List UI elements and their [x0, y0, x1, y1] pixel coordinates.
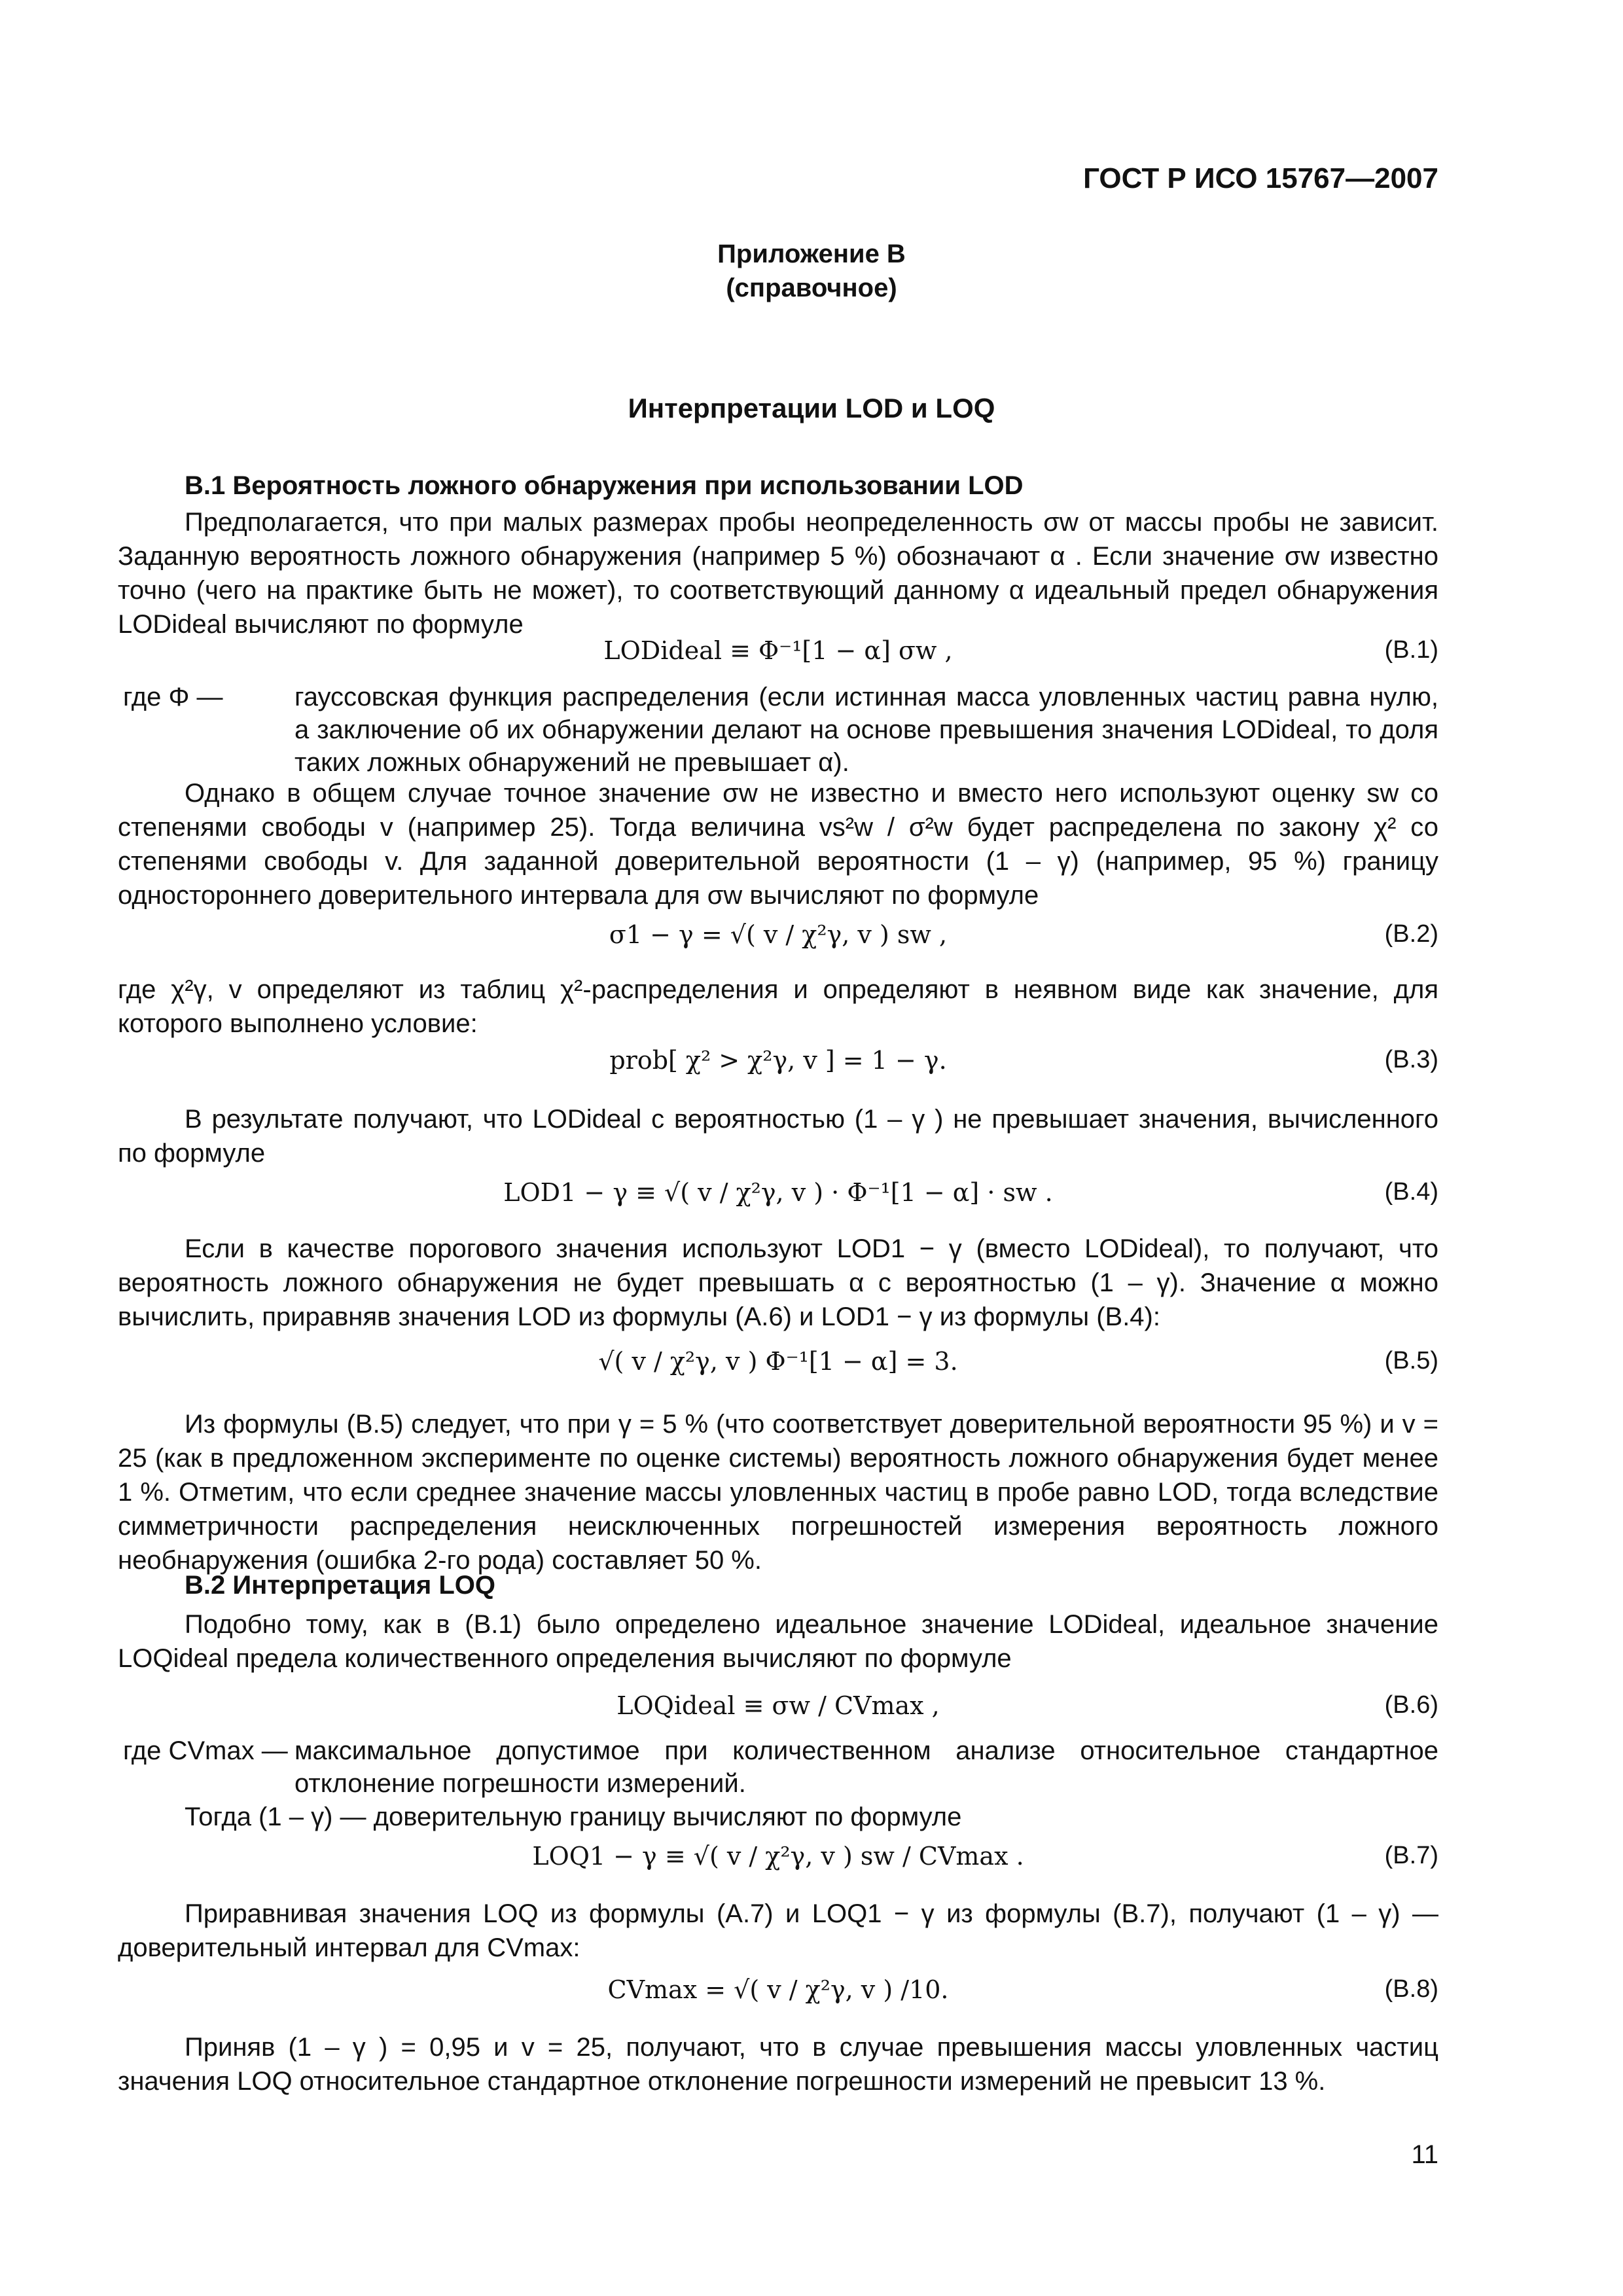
formula-number: (B.1) — [1384, 636, 1438, 664]
paragraph: Если в качестве порогового значения используют LOD1 − γ (вместо LODideal), то получают, что вероятность ложного обнаружения не будет превышать α с вероятностью (1 – γ). Значение α можно вычислить, приравняв значения LOD из формулы (А.6) и LOD1 − γ из формулы (В.4): — [118, 1234, 1438, 1331]
formula-b3 — [118, 1043, 1438, 1083]
definition-phi — [118, 681, 1438, 779]
document-header: ГОСТ Р ИСО 15767—2007 — [1083, 162, 1438, 194]
formula-number: (B.8) — [1384, 1975, 1438, 2003]
formula-number: (B.6) — [1384, 1691, 1438, 1719]
section-heading-b1: В.1 Вероятность ложного обнаружения при использовании LOD — [185, 471, 1024, 500]
paragraph: где χ²γ, v определяют из таблиц χ²-распределения и определяют в неявном виде как значение, для которого выполнено условие: — [118, 975, 1438, 1038]
page-title: Интерпретации LOD и LOQ — [628, 393, 995, 423]
paragraph: Подобно тому, как в (В.1) было определено идеальное значение LODideal, идеальное значение LOQideal предела количественного определения вычисляют по формуле — [118, 1610, 1438, 1673]
paragraph: Приняв (1 – γ ) = 0,95 и v = 25, получают, что в случае превышения массы уловленных частиц значения LOQ относительное стандартное отклонение погрешности измерений не превысит 13 %. — [118, 2033, 1438, 2096]
section-heading-b2: В.2 Интерпретация LOQ — [185, 1571, 495, 1600]
definition-label: где CVmax — — [123, 1736, 288, 1765]
formula-expression: σ1 − γ = √( v / χ²γ, v ) sw , — [609, 920, 948, 949]
formula-expression: LOQ1 − γ ≡ √( v / χ²γ, v ) sw / CVmax . — [532, 1842, 1024, 1871]
paragraph: Приравнивая значения LOQ из формулы (А.7) и LOQ1 − γ из формулы (В.7), получают (1 – γ) — доверительный интервал для CVmax: — [118, 1899, 1438, 1962]
appendix-label: Приложение В — [717, 240, 906, 268]
formula-number: (B.4) — [1384, 1178, 1438, 1206]
formula-number: (B.3) — [1384, 1046, 1438, 1073]
formula-number: (B.7) — [1384, 1842, 1438, 1869]
formula-b7 — [118, 1839, 1438, 1878]
formula-expression: prob[ χ² > χ²γ, v ] = 1 − γ. — [609, 1046, 947, 1075]
formula-expression: √( v / χ²γ, v ) Φ⁻¹[1 − α] = 3. — [598, 1347, 958, 1376]
paragraph: Однако в общем случае точное значение σw не известно и вместо него используют оценку sw со степенями свободы v (например 25). Тогда величина vs²w / σ²w будет распределена по закону χ² со степенями свободы v. Для заданной доверительной вероятности (1 – γ) (например, 95 %) границу одностороннего доверительного интервала для σw вычисляют по формуле — [118, 779, 1438, 910]
paragraph: Тогда (1 – γ) — доверительную границу вычисляют по формуле — [185, 1803, 962, 1831]
appendix-heading — [0, 237, 1623, 305]
formula-expression: CVmax = √( v / χ²γ, v ) /10. — [607, 1975, 949, 2004]
formula-b4 — [118, 1175, 1438, 1215]
definition-text: гауссовская функция распределения (если истинная масса уловленных частиц равна нулю, а заключение об их обнаружении делают на основе превышения значения LODideal, то доля таких ложных обнаружений не превышает α). — [294, 683, 1438, 777]
paragraph: В результате получают, что LODideal с вероятностью (1 – γ ) не превышает значения, вычисленного по формуле — [118, 1105, 1438, 1168]
paragraph: Из формулы (В.5) следует, что при γ = 5 % (что соответствует доверительной вероятности 95 %) и v = 25 (как в предложенном эксперименте по оценке системы) вероятность ложного обнаружения будет менее 1 %. Отметим, что если среднее значение массы уловленных частиц в пробе равно LOD, тогда вследствие симметричности распределения неисключенных погрешностей измерения вероятность ложного необнаружения (ошибка 2-го рода) составляет 50 %. — [118, 1410, 1438, 1575]
formula-expression: LOQideal ≡ σw / CVmax , — [616, 1691, 940, 1720]
appendix-type: (справочное) — [726, 274, 897, 302]
formula-number: (B.2) — [1384, 920, 1438, 948]
formula-b1 — [118, 634, 1438, 673]
page-number: 11 — [1411, 2140, 1438, 2169]
formula-b6 — [118, 1689, 1438, 1728]
definition-cvmax — [118, 1734, 1438, 1800]
paragraph: Предполагается, что при малых размерах пробы неопределенность σw от массы пробы не зависит. Заданную вероятность ложного обнаружения (например 5 %) обозначают α . Если значение σw известно точно (чего на практике быть не может), то соответствующий данному α идеальный предел обнаружения LODideal вычисляют по формуле — [118, 508, 1438, 639]
formula-b2 — [118, 918, 1438, 957]
definition-label: где Φ — — [123, 683, 223, 711]
formula-b5 — [118, 1344, 1438, 1384]
formula-b8 — [118, 1973, 1438, 2012]
formula-expression: LODideal ≡ Φ⁻¹[1 − α] σw , — [603, 636, 953, 665]
formula-number: (B.5) — [1384, 1347, 1438, 1374]
formula-expression: LOD1 − γ ≡ √( v / χ²γ, v ) · Φ⁻¹[1 − α] · sw . — [503, 1178, 1053, 1207]
definition-text: максимальное допустимое при количественном анализе относительное стандартное отклонение погрешности измерений. — [294, 1736, 1438, 1798]
